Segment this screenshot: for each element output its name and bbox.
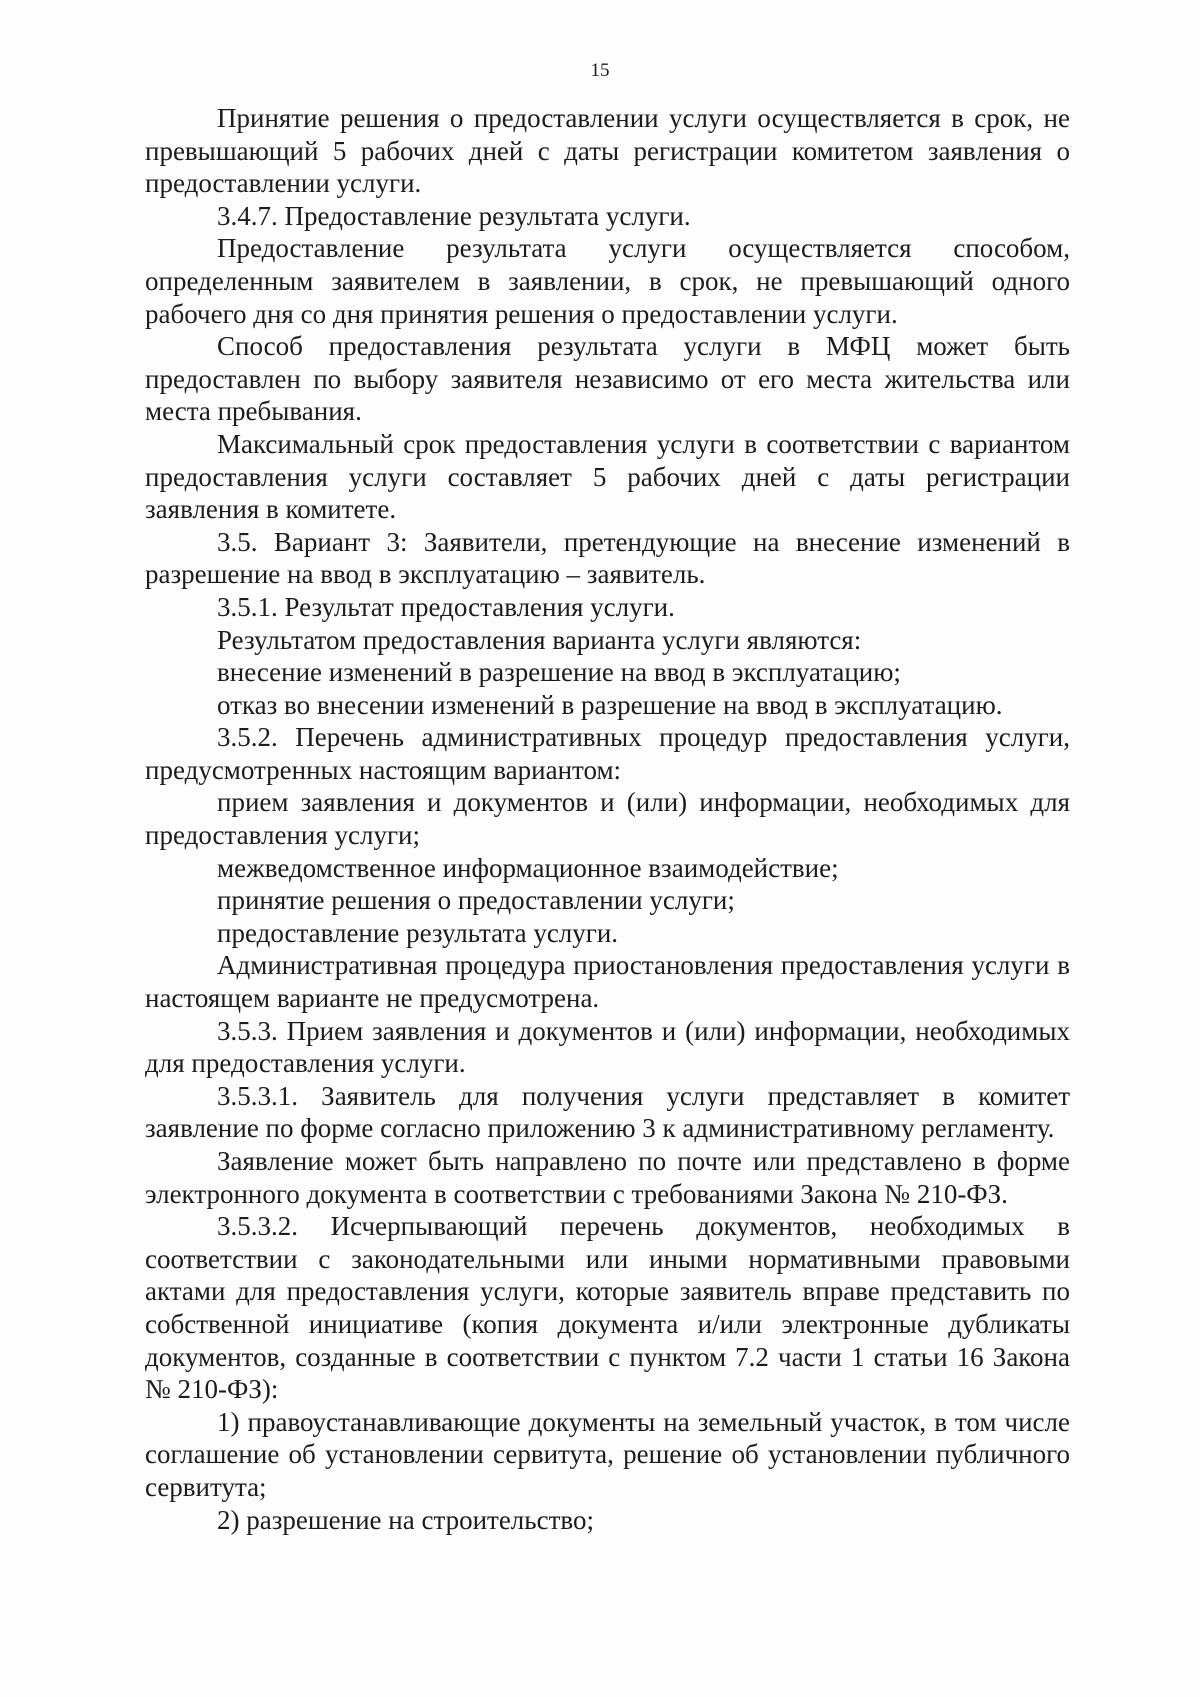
- paragraph-application-submission: Заявление может быть направлено по почте или представлено в форме электронного документа в соответствии с требованиями Закона № 210-ФЗ.: [145, 1146, 1070, 1209]
- section-heading-3-4-7: 3.4.7. Предоставление результата услуги.: [217, 200, 691, 231]
- paragraph-results-intro: Результатом предоставления варианта услуги являются:: [217, 624, 862, 655]
- section-heading-3-5-1: 3.5.1. Результат предоставления услуги.: [217, 591, 675, 622]
- list-item: внесение изменений в разрешение на ввод в эксплуатацию;: [217, 657, 901, 688]
- section-heading-3-5-3: 3.5.3. Прием заявления и документов и (или) информации, необходимых для предоставления услуги.: [145, 1015, 1070, 1079]
- list-item: принятие решения о предоставлении услуги;: [217, 885, 735, 916]
- section-heading-3-5-3-2: 3.5.3.2. Исчерпывающий перечень документов, необходимых в соответствии с законодательными или иными нормативными правовыми актами для предоставления услуги, которые заявитель вправе представить по собственной инициативе (копия документа и/или электронные дубликаты документов, созданные в соответствии с пунктом 7.2 части 1 статьи 16 Закона № 210-ФЗ):: [145, 1211, 1070, 1405]
- section-heading-3-5-3-1: 3.5.3.1. Заявитель для получения услуги представляет в комитет заявление по форме согласно приложению 3 к административному регламенту.: [145, 1080, 1070, 1144]
- paragraph-result-delivery: Предоставление результата услуги осуществляется способом, определенным заявителем в заявлении, в срок, не превышающий одного рабочего дня со дня принятия решения о предоставлении услуги.: [145, 233, 1070, 329]
- list-item: прием заявления и документов и (или) информации, необходимых для предоставления услуги;: [145, 787, 1070, 851]
- section-heading-3-5: 3.5. Вариант 3: Заявители, претендующие на внесение изменений в разрешение на ввод в эксплуатацию – заявитель.: [145, 526, 1070, 590]
- paragraph-suspension: Административная процедура приостановления предоставления услуги в настоящем варианте не предусмотрена.: [145, 950, 1070, 1014]
- section-heading-3-5-2: 3.5.2. Перечень административных процедур предоставления услуги, предусмотренных настоящим вариантом:: [145, 722, 1070, 785]
- paragraph-max-term: Максимальный срок предоставления услуги в соответствии с вариантом предоставления услуги составляет 5 рабочих дней с даты регистрации заявления в комитете.: [145, 428, 1070, 525]
- document-body: [145, 102, 1070, 1536]
- list-item: 1) правоустанавливающие документы на земельный участок, в том числе соглашение об установлении сервитута, решение об установлении публичного сервитута;: [145, 1406, 1070, 1502]
- list-item: 2) разрешение на строительство;: [217, 1504, 594, 1535]
- list-item: отказ во внесении изменений в разрешение на ввод в эксплуатацию.: [217, 689, 1003, 720]
- paragraph-decision-term: Принятие решения о предоставлении услуги осуществляется в срок, не превышающий 5 рабочих дней с даты регистрации комитетом заявления о предоставлении услуги.: [145, 103, 1070, 199]
- list-item: предоставление результата услуги.: [217, 917, 619, 948]
- page-number: 15: [590, 60, 610, 81]
- paragraph-mfc-delivery: Способ предоставления результата услуги в МФЦ может быть предоставлен по выбору заявителя независимо от его места жительства или места пребывания.: [145, 331, 1070, 427]
- list-item: межведомственное информационное взаимодействие;: [217, 852, 839, 883]
